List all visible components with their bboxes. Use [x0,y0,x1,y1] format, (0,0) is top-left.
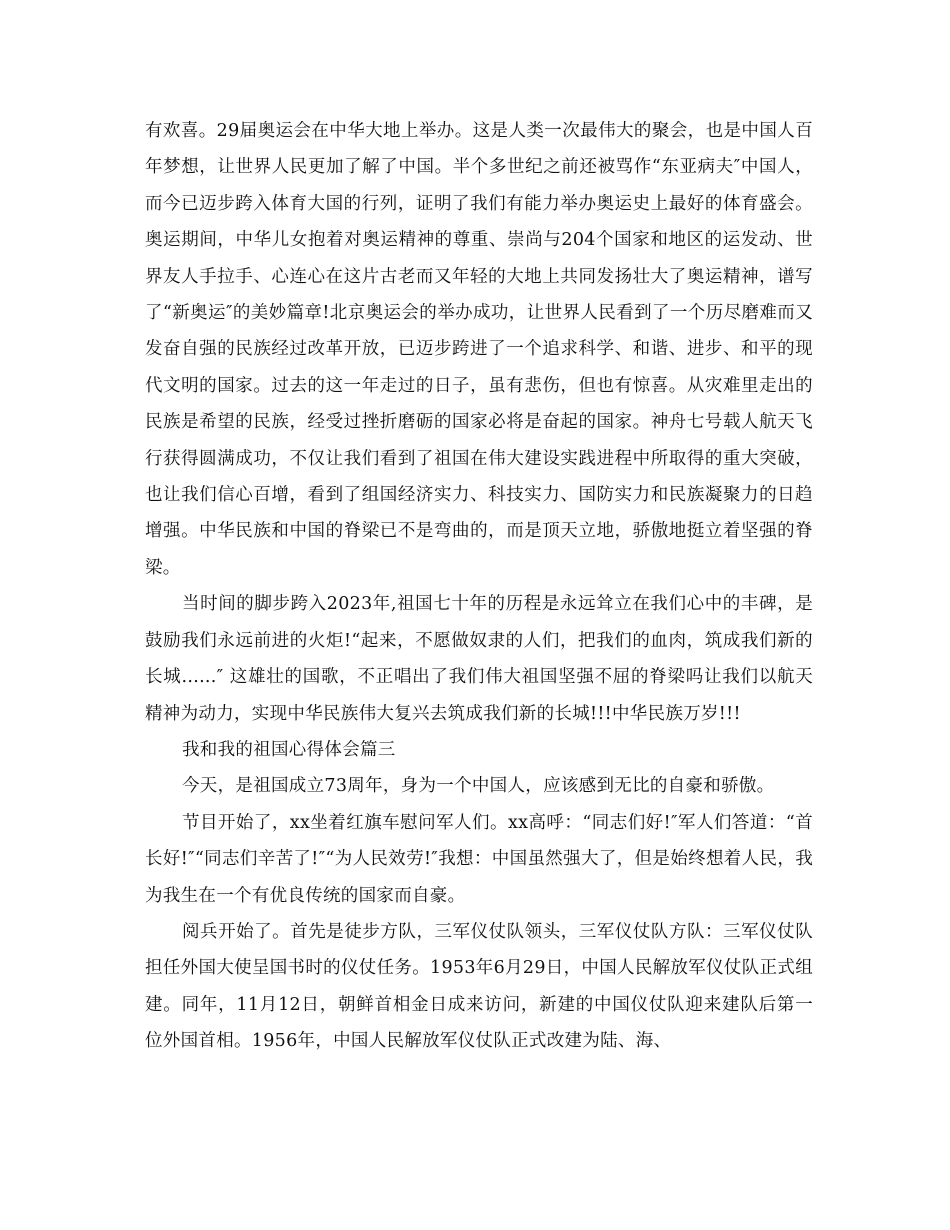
paragraph-program-start: 节目开始了，xx坐着红旗车慰问军人们。xx高呼：“同志们好!″军人们答道：“首长好!″“同志们辛苦了!″“为人民效劳!″我想：中国虽然强大了，但是始终想着人民，我为我生在一个有优良传统的国家而自豪。 [145,812,813,906]
paragraph-olympics: 有欢喜。29届奥运会在中华大地上举办。这是人类一次最伟大的聚会，也是中国人百年梦想，让世界人民更加了解了中国。半个多世纪之前还被骂作“东亚病夫″中国人，而今已迈步跨入体育大国的行列，证明了我们有能力举办奥运史上最好的体育盛会。 奥运期间，中华儿女抱着对奥运精神的尊重、崇尚与204个国家和地区的运发动、世界友人手拉手、心连心在这片古老而又年轻的大地上共同发扬壮大了奥运精神，谱写了“新奥运″的美妙篇章!北京奥运会的举办成功，让世界人民看到了一个历尽磨难而又发奋自强的民族经过改革开放，已迈步跨进了一个追求科学、和谐、进步、和平的现代文明的国家。过去的这一年走过的日子，虽有悲伤，但也有惊喜。从灾难里走出的民族是希望的民族，经受过挫折磨砺的国家必将是奋起的国家。神舟七号载人航天飞行获得圆满成功，不仅让我们看到了祖国在伟大建设实践进程中所取得的重大突破，也让我们信心百增，看到了组国经济实力、科技实力、国防实力和民族凝聚力的日趋增强。中华民族和中国的脊梁已不是弯曲的，而是顶天立地，骄傲地挺立着坚强的脊梁。 [145,121,813,578]
paragraph-parade: 阅兵开始了。首先是徒步方队，三军仪仗队领头，三军仪仗队方队：三军仪仗队担任外国大使呈国书时的仪仗任务。1953年6月29日，中国人民解放军仪仗队正式组建。同年，11月12日，朝鲜首相金日成来访问，新建的中国仪仗队迎来建队后第一位外国首相。1956年，中国人民解放军仪仗队正式改建为陆、海、 [145,921,813,1052]
document-body [145,113,813,1060]
paragraph-anniversary: 今天，是祖国成立73周年，身为一个中国人，应该感到无比的自豪和骄傲。 [182,776,775,797]
section-heading: 我和我的祖国心得体会篇三 [182,739,396,760]
paragraph-anthem: 当时间的脚步跨入2023年,祖国七十年的历程是永远耸立在我们心中的丰碑，是鼓励我们永远前进的火炬!“起来，不愿做奴隶的人们，把我们的血肉，筑成我们新的长城......″ 这雄壮的国歌，不正唱出了我们伟大祖国坚强不屈的脊梁吗让我们以航天精神为动力，实现中华民族伟大复兴去筑成我们新的长城!!!中华民族万岁!!! [145,594,813,724]
